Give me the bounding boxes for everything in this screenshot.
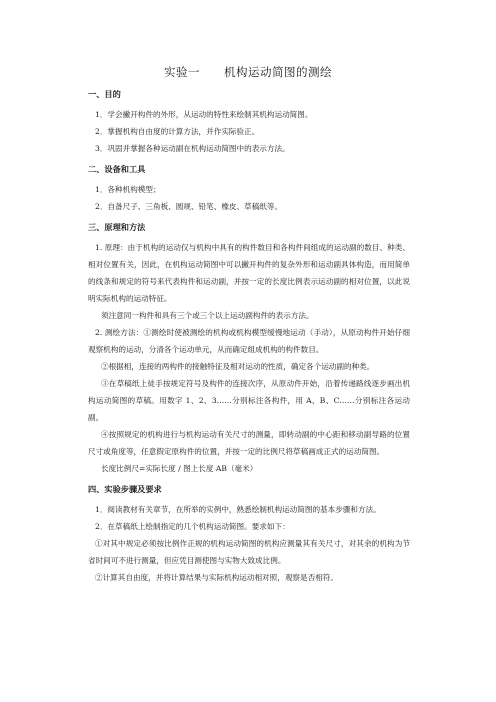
paragraph: 3．巩固并掌握各种运动副在机构运动简图中的表示方法。 xyxy=(95,144,290,153)
paragraph: ②计算其自由度，并将计算结果与实际机构运动相对照，观察是否相符。 xyxy=(95,573,338,582)
section-heading-purpose: 一、目的 xyxy=(88,89,121,99)
section-heading-principle: 三、原理和方法 xyxy=(88,222,146,232)
paragraph: 1．各种机构模型； xyxy=(95,185,161,194)
document-title: 实验一 机构运动简图的测绘 xyxy=(164,65,332,79)
paragraph: 2. 测绘方法：①测绘时使被测绘的机构或机构模型缓慢地运动（手动），从原动构件开始仔细观察机构的运动，分清各个运动单元，从而确定组成机构的构件数目。 xyxy=(88,328,410,354)
paragraph: 2．掌握机构自由度的计算方法，并作实际验正。 xyxy=(95,127,260,136)
section-heading-equipment: 二、设备和工具 xyxy=(88,164,146,174)
paragraph: 2．在草稿纸上绘制指定的几个机构运动简图。要求如下： xyxy=(95,522,290,531)
paragraph: ①对其中规定必须按比例作正规的机构运动简图的机构应测量其有关尺寸，对其余的机构为节省时间可不进行测量，但应凭目测使图与实物大致成比例。 xyxy=(88,539,410,565)
paragraph: 2．自备尺子、三角板、圆规、铅笔、橡皮、草稿纸等。 xyxy=(95,202,283,211)
section-heading-procedure: 四、实验步骤及要求 xyxy=(88,484,162,494)
paragraph: ③在草稿纸上徒手按规定符号及构件的连接次序，从原动件开始，沿着传递路线逐步画出机构运动简图的草稿。用数字 1、2、3……分别标注各构件，用 A、B、C……分别标注各运动副。 xyxy=(88,379,410,422)
paragraph: 须注意同一构件和具有三个或三个以上运动副构件的表示方法。 xyxy=(101,311,314,320)
paragraph: ②根据相，连接的两构件的接触特征及相对运动的性质，确定各个运动副的种类。 xyxy=(101,362,375,371)
paragraph: 长度比例尺=实际长度 / 图上长度 AB（毫米） xyxy=(101,464,258,473)
document-body xyxy=(88,88,410,586)
paragraph: 1．阅读教材有关章节，在所举的实例中，熟悉绘制机构运动简图的基本步骤和方法。 xyxy=(95,505,381,514)
paragraph: ④按照规定的机构进行与机构运动有关尺寸的测量，即转动副的中心距和移动副导路的位置尺寸或角度等，任意假定原构件的位置，并按一定的比例尺将草稿画成正式的运动简图。 xyxy=(88,430,410,456)
paragraph: 1．学会撇开构件的外形，从运动的特性来绘制其机构运动简图。 xyxy=(95,110,313,119)
paragraph: 1. 原理：由于机构的运动仅与机构中具有的构件数目和各构件间组成的运动副的数目、种类、相对位置有关，因此，在机构运动简图中可以撇开构件的复杂外形和运动副具体构造，而用简单的线条和规定的符号来代表构件和运动副，并按一定的长度比例表示运动副的相对位置，以此说明实际机构的运动特征。 xyxy=(88,243,410,303)
